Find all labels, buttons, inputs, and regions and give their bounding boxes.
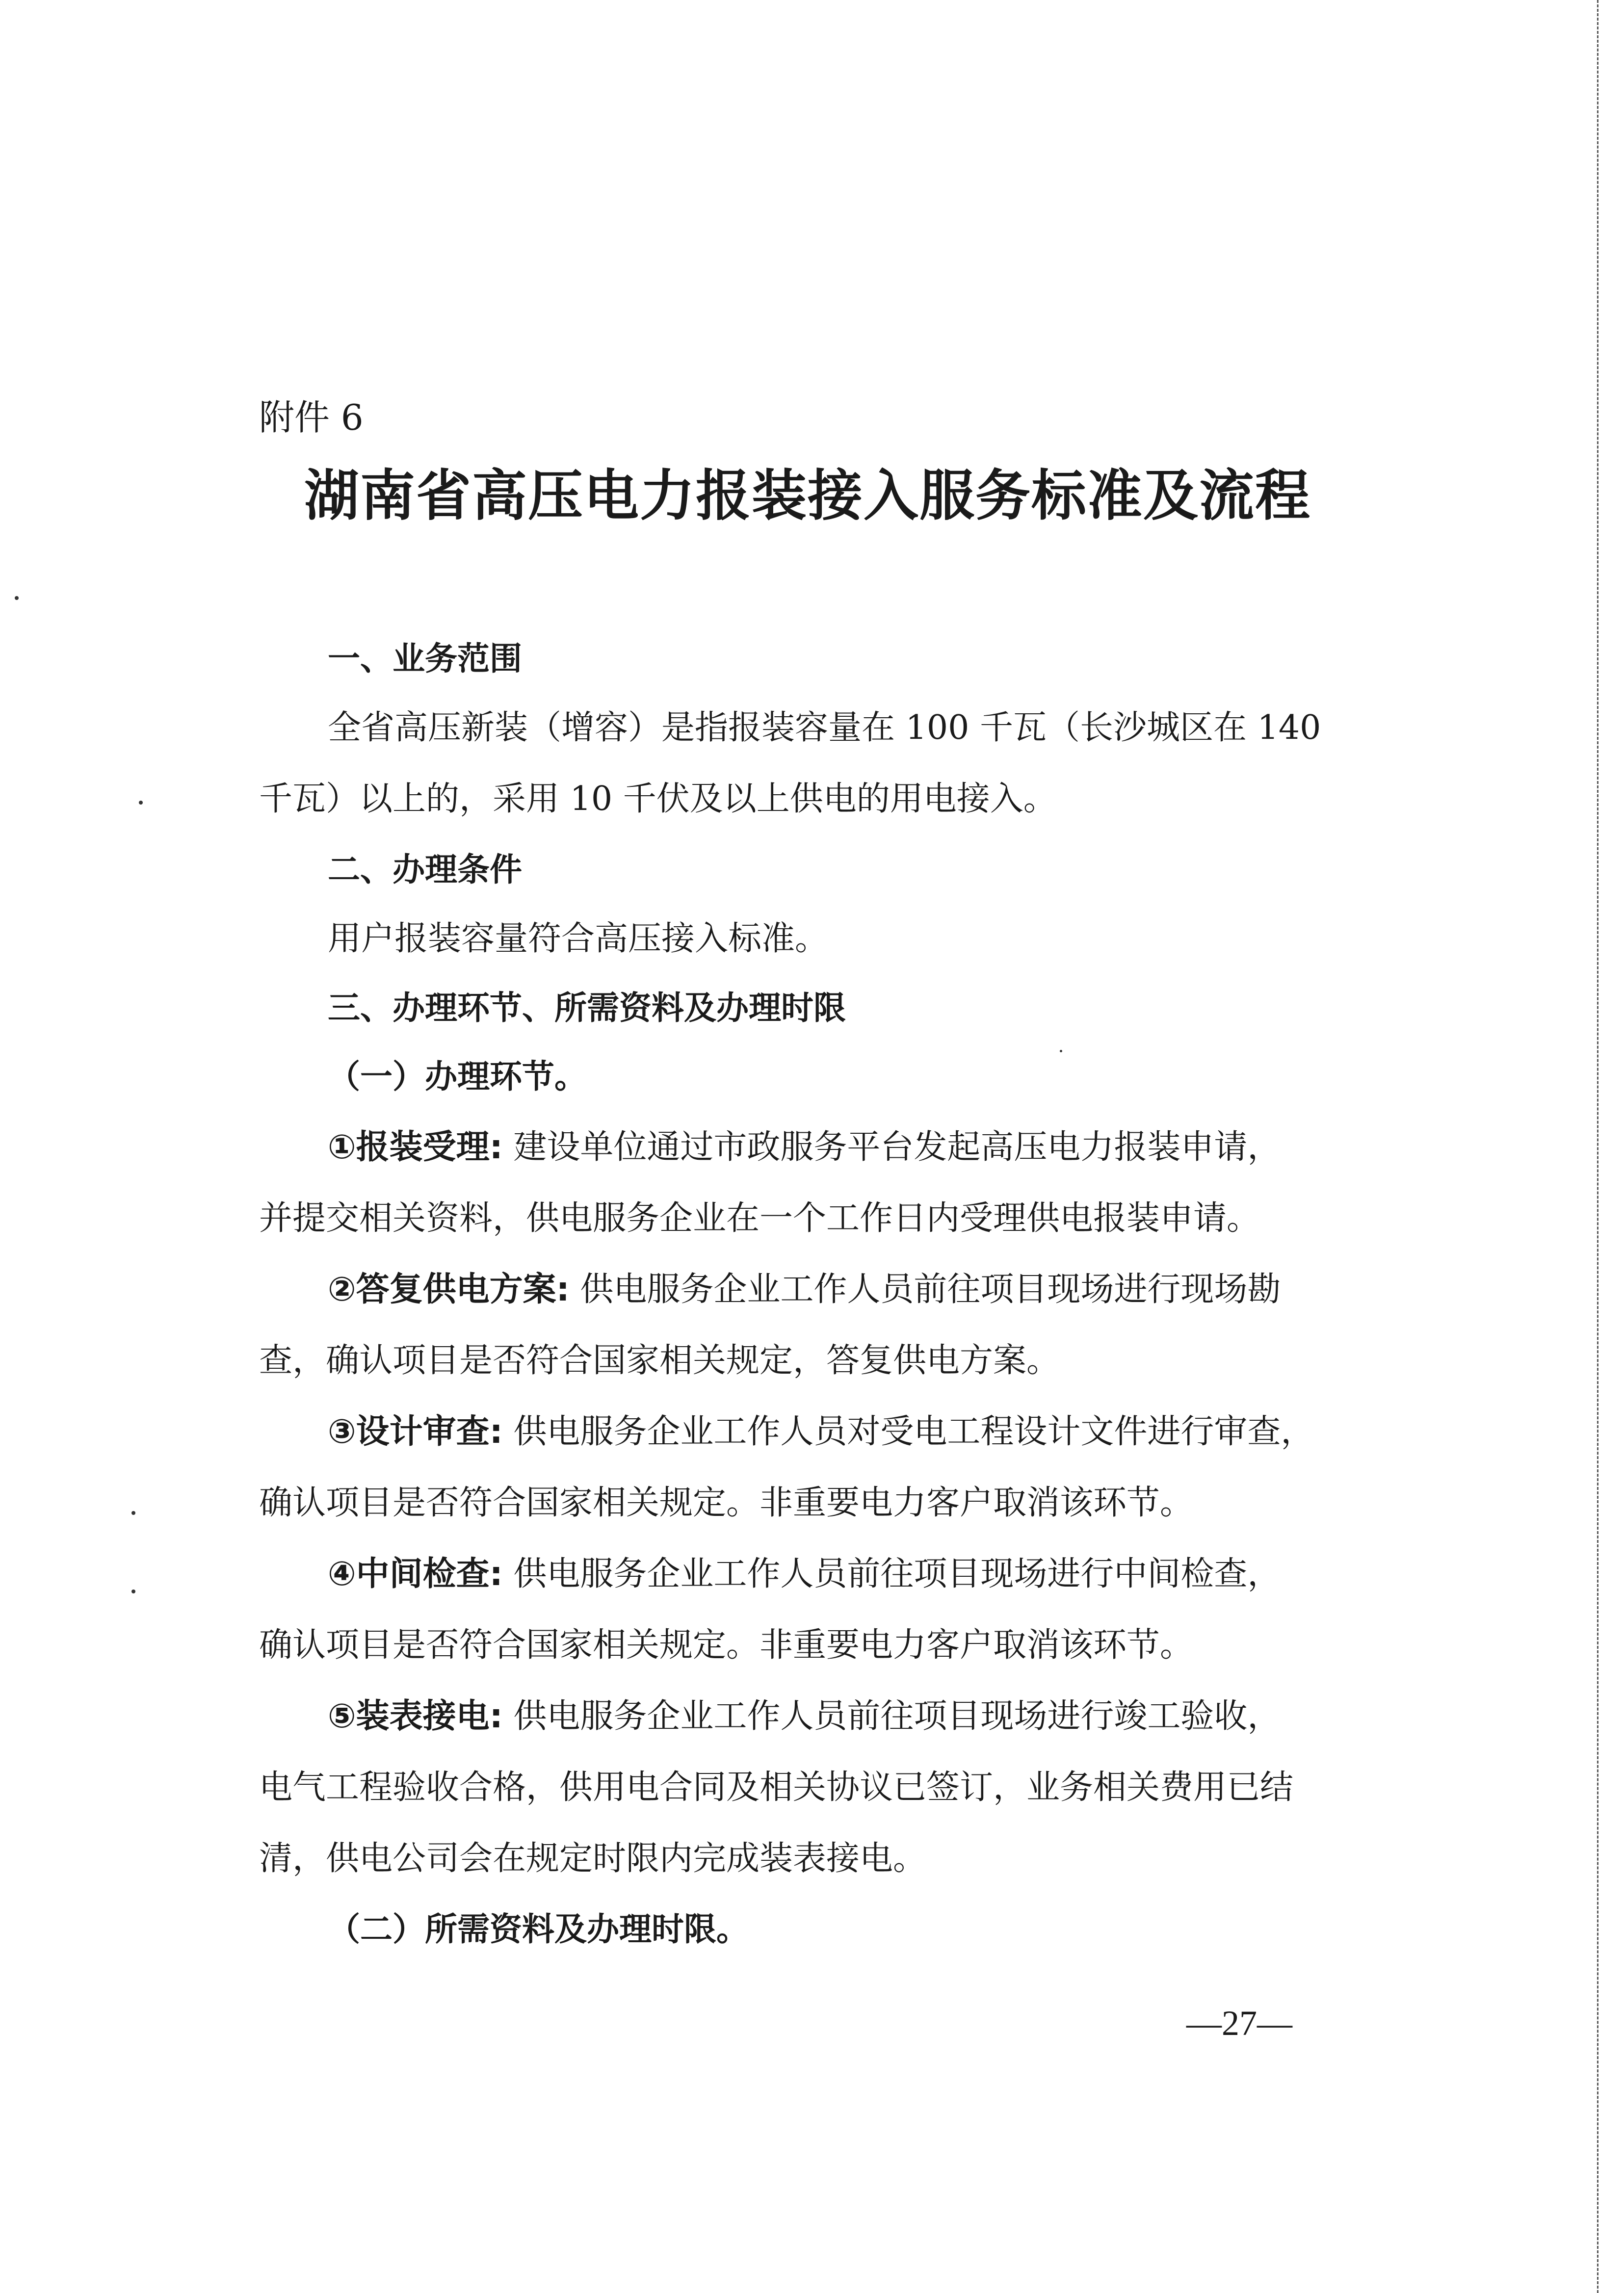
paragraph-line: 并提交相关资料，供电服务企业在一个工作日内受理供电报装申请。 <box>259 1199 1260 1238</box>
subsection-heading-materials: （二）所需资料及办理时限。 <box>328 1910 749 1948</box>
scan-speck <box>131 1511 135 1515</box>
page-title: 湖南省高压电力报装接入服务标准及流程 <box>304 464 1311 528</box>
paragraph-line: 确认项目是否符合国家相关规定。非重要电力客户取消该环节。 <box>259 1626 1194 1665</box>
section-heading-scope: 一、业务范围 <box>328 640 522 677</box>
paragraph-line: 查，确认项目是否符合国家相关规定，答复供电方案。 <box>259 1341 1060 1380</box>
step-2-line <box>328 1270 1281 1309</box>
scan-edge-border <box>1595 0 1598 2293</box>
scan-speck <box>139 801 143 805</box>
scan-speck <box>131 1589 135 1593</box>
paragraph-line: 千瓦）以上的，采用 10 千伏及以上供电的用电接入。 <box>259 780 1057 818</box>
paragraph-line: 用户报装容量符合高压接入标准。 <box>328 919 829 958</box>
step-3-label: ③设计审查: <box>328 1412 503 1451</box>
step-1-line <box>328 1128 1281 1167</box>
step-3-line <box>328 1412 1314 1451</box>
section-heading-conditions: 二、办理条件 <box>328 851 522 888</box>
step-4-label: ④中间检查: <box>328 1555 503 1593</box>
scan-speck <box>1060 1050 1062 1052</box>
step-2-text: 供电服务企业工作人员前往项目现场进行现场勘 <box>580 1270 1281 1309</box>
step-3-text: 供电服务企业工作人员对受电工程设计文件进行审查， <box>513 1412 1314 1451</box>
paragraph-line: 全省高压新装（增容）是指报装容量在 100 千瓦（长沙城区在 140 <box>328 708 1321 747</box>
step-5-text: 供电服务企业工作人员前往项目现场进行竣工验收， <box>513 1697 1281 1736</box>
step-4-line <box>328 1555 1281 1593</box>
step-1-text: 建设单位通过市政服务平台发起高压电力报装申请， <box>513 1128 1281 1167</box>
step-4-text: 供电服务企业工作人员前往项目现场进行中间检查， <box>513 1555 1281 1593</box>
step-5-label: ⑤装表接电: <box>328 1697 503 1736</box>
step-5-line <box>328 1697 1281 1736</box>
subsection-heading-steps: （一）办理环节。 <box>328 1058 587 1095</box>
step-1-label: ①报装受理: <box>328 1128 503 1167</box>
paragraph-line: 电气工程验收合格，供用电合同及相关协议已签订，业务相关费用已结 <box>259 1768 1294 1807</box>
section-heading-process: 三、办理环节、所需资料及办理时限 <box>328 989 846 1027</box>
page-number: —27— <box>1186 2004 1292 2043</box>
scan-speck <box>15 596 19 600</box>
step-2-label: ②答复供电方案: <box>328 1270 570 1309</box>
paragraph-line: 确认项目是否符合国家相关规定。非重要电力客户取消该环节。 <box>259 1484 1194 1522</box>
attachment-label: 附件 6 <box>259 397 364 438</box>
paragraph-line: 清，供电公司会在规定时限内完成装表接电。 <box>259 1839 927 1878</box>
